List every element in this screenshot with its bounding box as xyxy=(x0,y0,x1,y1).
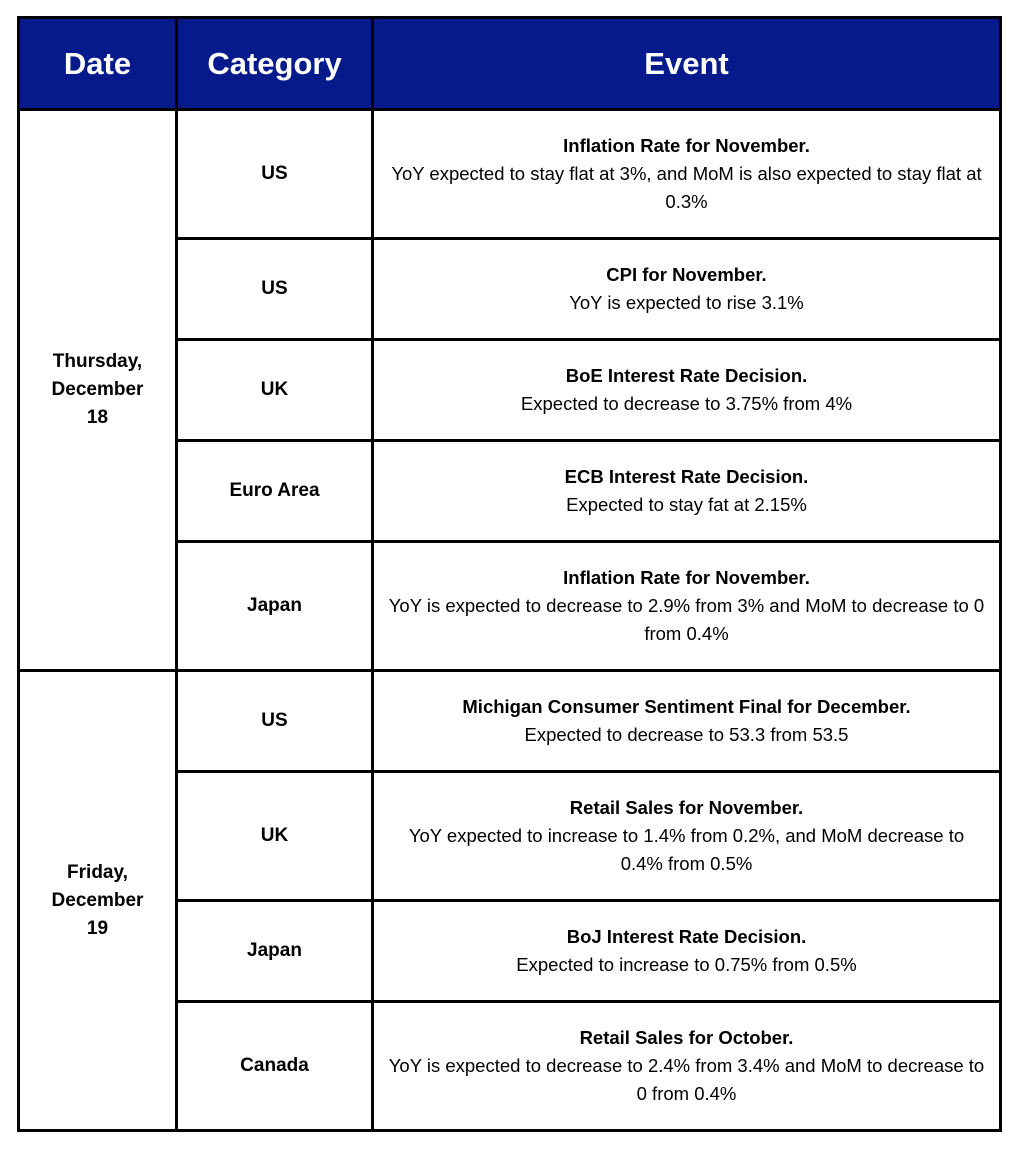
header-category: Category xyxy=(177,18,373,110)
date-cell-thursday xyxy=(19,110,177,671)
event-description: Expected to increase to 0.75% from 0.5% xyxy=(516,954,857,975)
table-row xyxy=(19,110,1001,239)
category-cell: US xyxy=(177,671,373,772)
event-cell xyxy=(373,671,1001,772)
category-cell: Japan xyxy=(177,901,373,1002)
event-title: Retail Sales for November. xyxy=(569,797,804,818)
date-line: 19 xyxy=(86,917,109,939)
header-event: Event xyxy=(373,18,1001,110)
event-description: YoY is expected to rise 3.1% xyxy=(569,292,804,313)
event-title: Retail Sales for October. xyxy=(579,1027,794,1048)
event-cell xyxy=(373,340,1001,441)
event-cell xyxy=(373,542,1001,671)
date-line: 18 xyxy=(86,407,109,428)
date-line: December xyxy=(51,379,144,400)
event-title: ECB Interest Rate Decision. xyxy=(564,466,809,487)
event-cell xyxy=(373,901,1001,1002)
event-title: BoJ Interest Rate Decision. xyxy=(566,926,807,947)
event-title: Michigan Consumer Sentiment Final for December. xyxy=(462,696,911,717)
date-line: Friday, xyxy=(67,861,128,883)
date-line: December xyxy=(51,889,144,911)
category-cell: Euro Area xyxy=(177,441,373,542)
economic-calendar-table xyxy=(17,16,1002,1132)
category-cell: US xyxy=(177,110,373,239)
event-title: Inflation Rate for November. xyxy=(563,567,810,588)
event-cell xyxy=(373,441,1001,542)
event-description: YoY is expected to decrease to 2.9% from 3% and MoM to decrease to 0 from 0.4% xyxy=(388,595,985,644)
event-title: BoE Interest Rate Decision. xyxy=(565,365,808,386)
category-cell: Japan xyxy=(177,542,373,671)
table-row xyxy=(19,671,1001,772)
event-description: YoY expected to increase to 1.4% from 0.2%, and MoM decrease to 0.4% from 0.5% xyxy=(408,825,965,874)
event-description: Expected to decrease to 3.75% from 4% xyxy=(520,393,853,414)
category-cell: UK xyxy=(177,772,373,901)
event-cell xyxy=(373,110,1001,239)
event-description: YoY is expected to decrease to 2.4% from 3.4% and MoM to decrease to 0 from 0.4% xyxy=(388,1055,985,1104)
event-cell xyxy=(373,1002,1001,1131)
event-cell xyxy=(373,772,1001,901)
event-title: Inflation Rate for November. xyxy=(563,135,810,156)
category-cell: US xyxy=(177,239,373,340)
event-description: YoY expected to stay flat at 3%, and MoM is also expected to stay flat at 0.3% xyxy=(391,163,982,212)
event-description: Expected to stay fat at 2.15% xyxy=(566,494,807,515)
header-row xyxy=(19,18,1001,110)
category-cell: Canada xyxy=(177,1002,373,1131)
date-line: Thursday, xyxy=(52,351,143,372)
date-cell-friday xyxy=(19,671,177,1131)
category-cell: UK xyxy=(177,340,373,441)
event-cell xyxy=(373,239,1001,340)
event-title: CPI for November. xyxy=(606,264,767,285)
event-description: Expected to decrease to 53.3 from 53.5 xyxy=(524,724,849,745)
header-date: Date xyxy=(19,18,177,110)
